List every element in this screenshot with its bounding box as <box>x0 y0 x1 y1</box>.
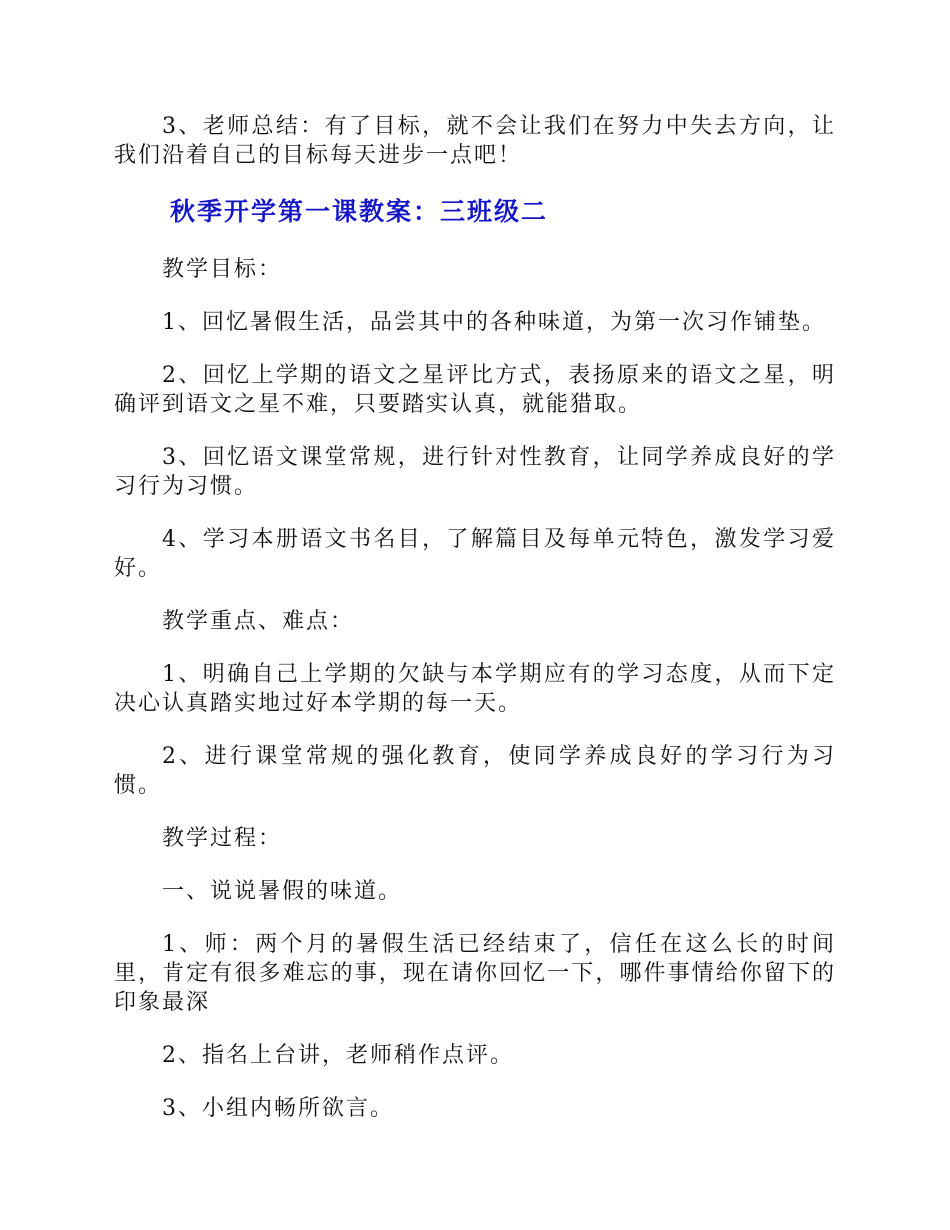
paragraph-process-heading: 教学过程： <box>162 826 283 851</box>
paragraph-objectives-heading: 教学目标： <box>162 257 283 282</box>
paragraph-process-item-2: 2、指名上台讲，老师稍作点评。 <box>162 1043 514 1068</box>
paragraph-objective-4: 4、学习本册语文书名目，了解篇目及每单元特色，激发学习爱好。 <box>114 527 836 581</box>
paragraph-key-points-heading: 教学重点、难点： <box>162 609 355 634</box>
paragraph-key-point-1: 1、明确自己上学期的欠缺与本学期应有的学习态度，从而下定决心认真踏实地过好本学期的每一天。 <box>114 662 836 716</box>
intro-paragraph: 3、老师总结：有了目标，就不会让我们在努力中失去方向，让我们沿着自己的目标每天进步一点吧！ <box>114 114 836 168</box>
section-title: 秋季开学第一课教案：三班级二 <box>170 197 549 226</box>
paragraph-process-step-1: 一、说说暑假的味道。 <box>162 879 403 904</box>
document-body <box>114 112 836 1147</box>
paragraph-process-item-1: 1、师：两个月的暑假生活已经结束了，信任在这么长的时间里，肯定有很多难忘的事，现在请你回忆一下，哪件事情给你留下的印象最深 <box>114 932 836 1015</box>
paragraph-objective-1: 1、回忆暑假生活，品尝其中的各种味道，为第一次习作铺垫。 <box>162 310 826 335</box>
paragraph-process-item-3: 3、小组内畅所欲言。 <box>162 1096 394 1121</box>
paragraph-objective-3: 3、回忆语文课堂常规，进行针对性教育，让同学养成良好的学习行为习惯。 <box>114 445 836 499</box>
paragraph-objective-2: 2、回忆上学期的语文之星评比方式，表扬原来的语文之星，明确评到语文之星不难，只要踏实认真，就能猎取。 <box>114 363 836 417</box>
paragraph-key-point-2: 2、进行课堂常规的强化教育，使同学养成良好的学习行为习惯。 <box>114 744 836 798</box>
